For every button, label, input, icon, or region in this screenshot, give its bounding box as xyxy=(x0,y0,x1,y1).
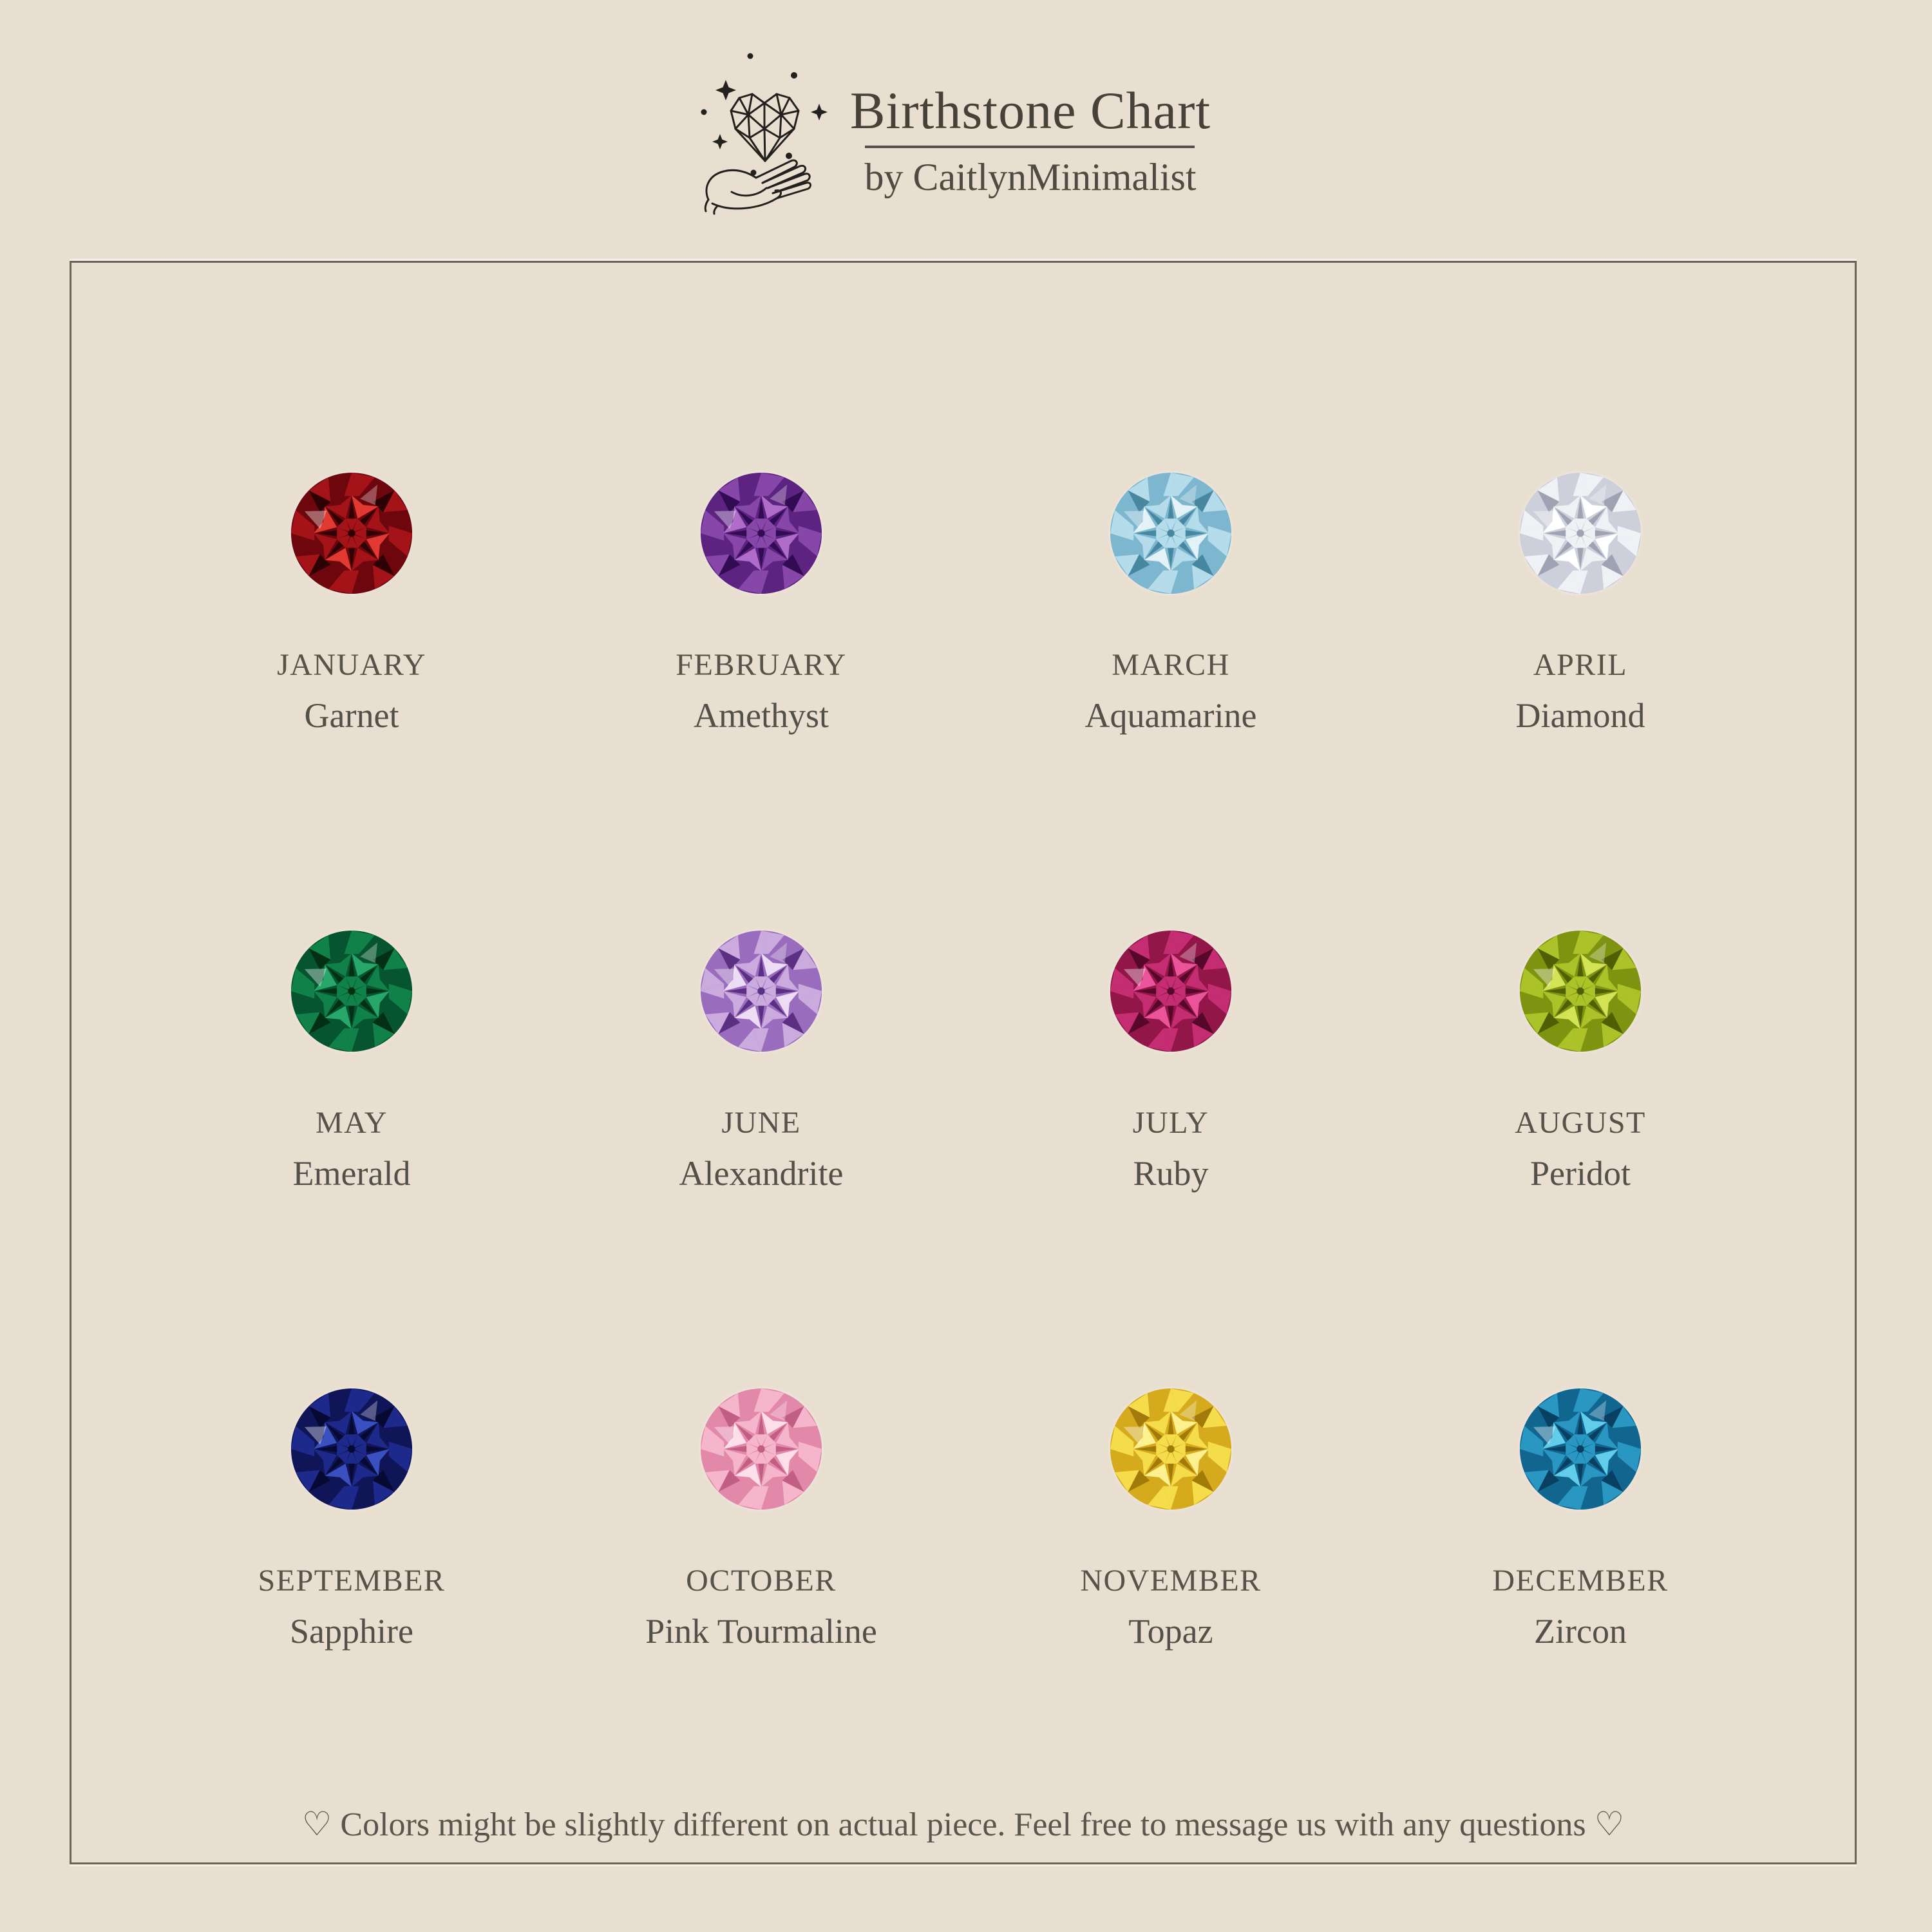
stone-label: Garnet xyxy=(304,696,399,735)
gemstone-icon xyxy=(700,930,822,1052)
month-label: SEPTEMBER xyxy=(258,1564,446,1598)
birthstone-cell xyxy=(1376,930,1785,1207)
gemstone-icon xyxy=(290,1388,413,1510)
stone-label: Peridot xyxy=(1530,1154,1631,1193)
page-subtitle: by CaitlynMinimalist xyxy=(864,156,1197,198)
month-label: OCTOBER xyxy=(686,1564,837,1598)
birthstone-cell xyxy=(966,472,1376,749)
month-label: APRIL xyxy=(1533,648,1628,682)
open-hand-icon xyxy=(705,160,810,214)
month-label: AUGUST xyxy=(1515,1106,1646,1140)
stone-label: Amethyst xyxy=(694,696,829,735)
stone-label: Alexandrite xyxy=(679,1154,844,1193)
month-label: JULY xyxy=(1132,1106,1209,1140)
birthstone-cell xyxy=(966,930,1376,1207)
chart-frame xyxy=(70,261,1857,1864)
gemstone-icon xyxy=(1519,1388,1642,1510)
stone-label: Zircon xyxy=(1534,1612,1627,1651)
birthstone-cell xyxy=(966,1388,1376,1665)
birthstone-cell xyxy=(147,472,556,749)
month-label: NOVEMBER xyxy=(1080,1564,1262,1598)
month-label: JUNE xyxy=(721,1106,801,1140)
month-label: MARCH xyxy=(1112,648,1230,682)
birthstone-cell xyxy=(1376,1388,1785,1665)
gemstone-icon xyxy=(290,472,413,594)
birthstone-grid xyxy=(147,472,1785,1665)
stone-label: Pink Tourmaline xyxy=(645,1612,877,1651)
stone-label: Aquamarine xyxy=(1084,696,1257,735)
stone-label: Topaz xyxy=(1128,1612,1213,1651)
birthstone-cell xyxy=(556,472,966,749)
gemstone-icon xyxy=(290,930,413,1052)
geometric-heart-icon xyxy=(731,94,799,161)
gemstone-icon xyxy=(1110,472,1232,594)
stone-label: Emerald xyxy=(292,1154,411,1193)
birthstone-cell xyxy=(556,930,966,1207)
birthstone-cell xyxy=(556,1388,966,1665)
gemstone-icon xyxy=(1519,930,1642,1052)
stone-label: Diamond xyxy=(1515,696,1645,735)
gemstone-icon xyxy=(700,1388,822,1510)
gemstone-icon xyxy=(700,472,822,594)
gemstone-icon xyxy=(1519,472,1642,594)
month-label: MAY xyxy=(315,1106,388,1140)
footer-note: ♡ Colors might be slightly different on actual piece. Feel free to message us with any questions ♡ xyxy=(301,1806,1625,1843)
page-title: Birthstone Chart xyxy=(849,81,1211,140)
gemstone-icon xyxy=(1110,930,1232,1052)
birthstone-cell xyxy=(147,1388,556,1665)
stone-label: Sapphire xyxy=(290,1612,413,1651)
birthstone-cell xyxy=(147,930,556,1207)
gemstone-icon xyxy=(1110,1388,1232,1510)
stone-label: Ruby xyxy=(1133,1154,1209,1193)
month-label: FEBRUARY xyxy=(676,648,847,682)
title-divider xyxy=(865,146,1195,148)
month-label: DECEMBER xyxy=(1492,1564,1669,1598)
month-label: JANUARY xyxy=(277,648,426,682)
birthstone-cell xyxy=(1376,472,1785,749)
header xyxy=(0,0,1932,261)
